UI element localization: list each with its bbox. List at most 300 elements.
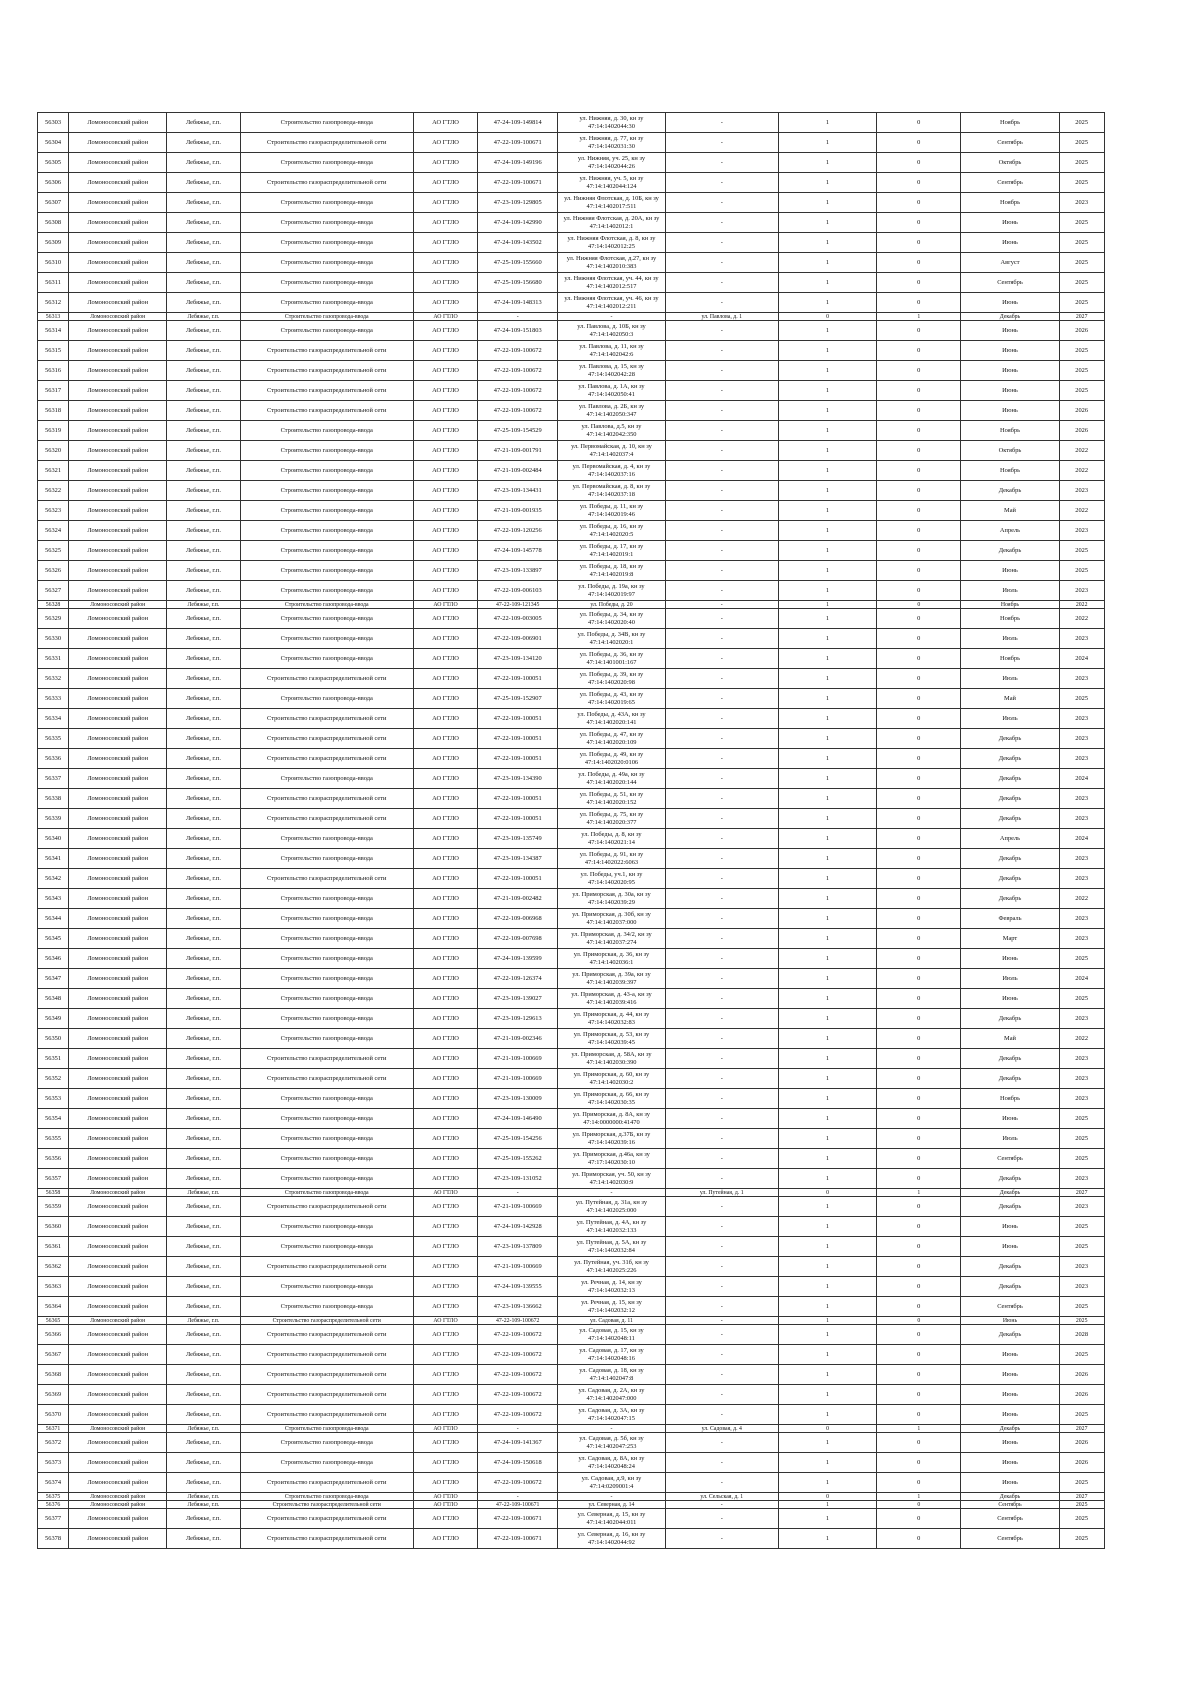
month-cell: Июнь	[961, 1365, 1059, 1385]
row-number-cell: 56372	[38, 1433, 69, 1453]
settlement-cell: Лебяжье, г.п.	[167, 273, 240, 293]
actual-address-cell: -	[665, 1509, 778, 1529]
count-b-cell: 0	[877, 193, 961, 213]
actual-address-cell: -	[665, 1009, 778, 1029]
year-cell: 2026	[1059, 1453, 1104, 1473]
row-number-cell: 56378	[38, 1529, 69, 1549]
table-row	[38, 1433, 1171, 1453]
year-cell: 2025	[1059, 173, 1104, 193]
address-line: ул. Речная, д. 15, кн зу	[581, 1299, 642, 1306]
year-cell: 2025	[1059, 153, 1104, 173]
settlement-cell: Лебяжье, г.п.	[167, 1197, 240, 1217]
organization-cell: АО ГТЛО	[413, 1509, 477, 1529]
organization-cell: АО ГТЛО	[413, 501, 477, 521]
cadastral-address-cell	[558, 729, 665, 749]
count-a-cell: 1	[778, 461, 876, 481]
cadastral-number: 47:14:1402037:18	[588, 490, 635, 498]
address-line: ул. Победы, д. 49а, кн зу	[578, 771, 645, 778]
row-number-cell: 56327	[38, 581, 69, 601]
cadastral-address-cell	[558, 1317, 665, 1325]
count-a-cell: 1	[778, 1325, 876, 1345]
table-row	[38, 1257, 1171, 1277]
cadastral-number: 47:14:1402019:8	[589, 570, 634, 578]
cadastral-address-cell	[558, 1433, 665, 1453]
address-line: ул. Победы, д. 51, кн зу	[579, 791, 644, 798]
cadastral-address-cell	[558, 1149, 665, 1169]
month-cell: Июнь	[961, 233, 1059, 253]
actual-address-cell: -	[665, 461, 778, 481]
month-cell: Декабрь	[961, 1169, 1059, 1189]
actual-address-cell: -	[665, 441, 778, 461]
cadastral-number: 47:14:1402020:5	[589, 530, 634, 538]
count-b-cell: 0	[877, 321, 961, 341]
count-b-cell: 0	[877, 1049, 961, 1069]
application-number-cell: 47-22-109-100051	[478, 749, 558, 769]
count-b-cell: 0	[877, 133, 961, 153]
actual-address-cell: -	[665, 1049, 778, 1069]
count-b-cell: 0	[877, 1529, 961, 1549]
organization-cell: АО ГТЛО	[413, 1189, 477, 1197]
cadastral-number: 47:14:1402012:517	[586, 282, 637, 290]
count-b-cell: 0	[877, 1089, 961, 1109]
cadastral-number: 47:14:1402047:8	[589, 1374, 634, 1382]
row-number-cell: 56367	[38, 1345, 69, 1365]
settlement-cell: Лебяжье, г.п.	[167, 1189, 240, 1197]
table-row	[38, 929, 1171, 949]
cadastral-number: 47:14:1402047:15	[588, 1414, 635, 1422]
row-number-cell: 56353	[38, 1089, 69, 1109]
application-number-cell: 47-22-109-100672	[478, 401, 558, 421]
organization-cell: АО ГТЛО	[413, 1129, 477, 1149]
organization-cell: АО ГТЛО	[413, 1169, 477, 1189]
work-type-cell: Строительство газопровода-ввода	[240, 909, 413, 929]
settlement-cell: Лебяжье, г.п.	[167, 1277, 240, 1297]
settlement-cell: Лебяжье, г.п.	[167, 253, 240, 273]
cadastral-address-cell	[558, 1109, 665, 1129]
address-line: ул. Приморская, д.46а, кн зу	[573, 1151, 650, 1158]
count-a-cell: 0	[778, 313, 876, 321]
application-number-cell: 47-22-109-100672	[478, 381, 558, 401]
actual-address-cell: -	[665, 233, 778, 253]
actual-address-cell: -	[665, 1277, 778, 1297]
work-type-cell: Строительство газопровода-ввода	[240, 1109, 413, 1129]
work-type-cell: Строительство газопровода-ввода	[240, 461, 413, 481]
table-row	[38, 1149, 1171, 1169]
organization-cell: АО ГТЛО	[413, 153, 477, 173]
address-line: -	[610, 1189, 613, 1196]
settlement-cell: Лебяжье, г.п.	[167, 173, 240, 193]
month-cell: Декабрь	[961, 1425, 1059, 1433]
district-cell: Ломоносовский район	[69, 213, 167, 233]
year-cell: 2025	[1059, 1509, 1104, 1529]
district-cell: Ломоносовский район	[69, 541, 167, 561]
address-line: ул. Победы, д. 16, кн зу	[579, 523, 644, 530]
address-line: ул. Победы, д. 49, кн зу	[579, 751, 644, 758]
district-cell: Ломоносовский район	[69, 1473, 167, 1493]
month-cell: Июнь	[961, 1345, 1059, 1365]
organization-cell: АО ГТЛО	[413, 1453, 477, 1473]
address-line: ул. Павлова, д.5, кн зу	[581, 423, 642, 430]
application-number-cell: 47-23-109-130009	[478, 1089, 558, 1109]
cadastral-address-cell	[558, 1197, 665, 1217]
district-cell: Ломоносовский район	[69, 749, 167, 769]
organization-cell: АО ГТЛО	[413, 1149, 477, 1169]
table-row	[38, 649, 1171, 669]
count-a-cell: 1	[778, 1197, 876, 1217]
year-cell: 2023	[1059, 709, 1104, 729]
table-row	[38, 1453, 1171, 1473]
count-a-cell: 1	[778, 1501, 876, 1509]
month-cell: Июнь	[961, 341, 1059, 361]
work-type-cell: Строительство газопровода-ввода	[240, 1453, 413, 1473]
row-number-cell: 56373	[38, 1453, 69, 1473]
month-cell: Июнь	[961, 1237, 1059, 1257]
month-cell: Октябрь	[961, 153, 1059, 173]
settlement-cell: Лебяжье, г.п.	[167, 649, 240, 669]
count-a-cell: 0	[778, 1425, 876, 1433]
count-a-cell: 1	[778, 253, 876, 273]
row-number-cell: 56363	[38, 1277, 69, 1297]
table-row	[38, 321, 1171, 341]
row-number-cell: 56321	[38, 461, 69, 481]
year-cell: 2027	[1059, 1425, 1104, 1433]
cadastral-address-cell	[558, 421, 665, 441]
work-type-cell: Строительство газораспределительной сети	[240, 669, 413, 689]
month-cell: Декабрь	[961, 849, 1059, 869]
work-type-cell: Строительство газопровода-ввода	[240, 1425, 413, 1433]
table-row	[38, 1169, 1171, 1189]
cadastral-number: 47:14:1402047:000	[586, 1394, 637, 1402]
row-number-cell: 56325	[38, 541, 69, 561]
cadastral-number: 47:14:1402025:000	[586, 1206, 637, 1214]
actual-address-cell: -	[665, 1257, 778, 1277]
district-cell: Ломоносовский район	[69, 1109, 167, 1129]
row-number-cell: 56376	[38, 1501, 69, 1509]
row-number-cell: 56375	[38, 1493, 69, 1501]
application-number-cell: 47-21-109-001935	[478, 501, 558, 521]
organization-cell: АО ГТЛО	[413, 1109, 477, 1129]
count-a-cell: 1	[778, 1385, 876, 1405]
actual-address-cell: -	[665, 609, 778, 629]
application-number-cell: 47-24-109-139555	[478, 1277, 558, 1297]
settlement-cell: Лебяжье, г.п.	[167, 213, 240, 233]
application-number-cell: 47-25-109-154529	[478, 421, 558, 441]
month-cell: Июнь	[961, 1217, 1059, 1237]
actual-address-cell: -	[665, 909, 778, 929]
district-cell: Ломоносовский район	[69, 1217, 167, 1237]
count-b-cell: 0	[877, 1149, 961, 1169]
cadastral-address-cell	[558, 213, 665, 233]
application-number-cell: 47-22-109-100671	[478, 133, 558, 153]
organization-cell: АО ГТЛО	[413, 789, 477, 809]
work-type-cell: Строительство газопровода-ввода	[240, 421, 413, 441]
application-number-cell: 47-23-109-135749	[478, 829, 558, 849]
cadastral-address-cell	[558, 1129, 665, 1149]
row-number-cell: 56336	[38, 749, 69, 769]
cadastral-number: 47:14:1402048:24	[588, 1462, 635, 1470]
cadastral-address-cell	[558, 173, 665, 193]
year-cell: 2023	[1059, 1277, 1104, 1297]
month-cell: Декабрь	[961, 1277, 1059, 1297]
settlement-cell: Лебяжье, г.п.	[167, 541, 240, 561]
district-cell: Ломоносовский район	[69, 521, 167, 541]
work-type-cell: Строительство газораспределительной сети	[240, 401, 413, 421]
cadastral-address-cell	[558, 1009, 665, 1029]
application-number-cell: 47-25-109-156680	[478, 273, 558, 293]
organization-cell: АО ГТЛО	[413, 629, 477, 649]
cadastral-number: 47:14:1402044:30	[588, 122, 635, 130]
count-a-cell: 1	[778, 381, 876, 401]
row-number-cell: 56303	[38, 113, 69, 133]
application-number-cell: 47-23-109-134431	[478, 481, 558, 501]
row-number-cell: 56361	[38, 1237, 69, 1257]
actual-address-cell: -	[665, 1405, 778, 1425]
cadastral-address-cell	[558, 561, 665, 581]
year-cell: 2025	[1059, 381, 1104, 401]
table-row	[38, 1325, 1171, 1345]
district-cell: Ломоносовский район	[69, 481, 167, 501]
settlement-cell: Лебяжье, г.п.	[167, 729, 240, 749]
count-b-cell: 0	[877, 561, 961, 581]
settlement-cell: Лебяжье, г.п.	[167, 561, 240, 581]
table-row	[38, 869, 1171, 889]
district-cell: Ломоносовский район	[69, 173, 167, 193]
year-cell: 2023	[1059, 809, 1104, 829]
count-b-cell: 0	[877, 601, 961, 609]
application-number-cell: -	[478, 1189, 558, 1197]
work-type-cell: Строительство газораспределительной сети	[240, 1473, 413, 1493]
organization-cell: АО ГТЛО	[413, 113, 477, 133]
row-number-cell: 56308	[38, 213, 69, 233]
row-number-cell: 56312	[38, 293, 69, 313]
row-number-cell: 56352	[38, 1069, 69, 1089]
count-b-cell: 0	[877, 889, 961, 909]
year-cell: 2022	[1059, 609, 1104, 629]
actual-address-cell: -	[665, 769, 778, 789]
cadastral-address-cell	[558, 869, 665, 889]
organization-cell: АО ГТЛО	[413, 601, 477, 609]
row-number-cell: 56322	[38, 481, 69, 501]
count-b-cell: 0	[877, 1405, 961, 1425]
count-a-cell: 1	[778, 421, 876, 441]
year-cell: 2025	[1059, 253, 1104, 273]
count-b-cell: 0	[877, 929, 961, 949]
cadastral-number: 47:14:1402032:13	[588, 1286, 635, 1294]
year-cell: 2023	[1059, 789, 1104, 809]
address-line: -	[610, 1493, 613, 1500]
district-cell: Ломоносовский район	[69, 1493, 167, 1501]
count-a-cell: 1	[778, 1009, 876, 1029]
month-cell: Июнь	[961, 949, 1059, 969]
district-cell: Ломоносовский район	[69, 233, 167, 253]
application-number-cell: 47-24-109-142990	[478, 213, 558, 233]
cadastral-address-cell	[558, 441, 665, 461]
count-b-cell: 0	[877, 293, 961, 313]
work-type-cell: Строительство газораспределительной сети	[240, 341, 413, 361]
district-cell: Ломоносовский район	[69, 729, 167, 749]
cadastral-address-cell	[558, 1217, 665, 1237]
month-cell: Июнь	[961, 1385, 1059, 1405]
work-type-cell: Строительство газопровода-ввода	[240, 113, 413, 133]
count-a-cell: 1	[778, 809, 876, 829]
cadastral-number: 47:14:1402039:16	[588, 1138, 635, 1146]
address-line: -	[610, 313, 613, 320]
count-a-cell: 1	[778, 609, 876, 629]
count-b-cell: 0	[877, 1197, 961, 1217]
month-cell: Июнь	[961, 381, 1059, 401]
count-a-cell: 1	[778, 769, 876, 789]
address-line: ул. Приморская, д. 44, кн зу	[573, 1011, 650, 1018]
count-b-cell: 0	[877, 1009, 961, 1029]
actual-address-cell: -	[665, 133, 778, 153]
application-number-cell: 47-22-109-126374	[478, 969, 558, 989]
application-number-cell: 47-22-109-100672	[478, 361, 558, 381]
cadastral-address-cell	[558, 609, 665, 629]
count-b-cell: 0	[877, 401, 961, 421]
count-b-cell: 0	[877, 173, 961, 193]
work-type-cell: Строительство газораспределительной сети	[240, 1197, 413, 1217]
year-cell: 2026	[1059, 1365, 1104, 1385]
count-a-cell: 1	[778, 441, 876, 461]
application-number-cell: 47-21-109-002346	[478, 1029, 558, 1049]
count-a-cell: 1	[778, 581, 876, 601]
table-row	[38, 313, 1171, 321]
address-line: ул. Победы, д. 91, кн зу	[579, 851, 644, 858]
row-number-cell: 56368	[38, 1365, 69, 1385]
settlement-cell: Лебяжье, г.п.	[167, 889, 240, 909]
cadastral-number: 47:14:0209001:4	[589, 1482, 634, 1490]
application-number-cell: 47-25-109-152907	[478, 689, 558, 709]
settlement-cell: Лебяжье, г.п.	[167, 669, 240, 689]
organization-cell: АО ГТЛО	[413, 1317, 477, 1325]
address-line: ул. Приморская, д.37Б, кн зу	[572, 1131, 651, 1138]
year-cell: 2023	[1059, 909, 1104, 929]
month-cell: Апрель	[961, 829, 1059, 849]
cadastral-number: 47:14:1402020:40	[588, 618, 635, 626]
work-type-cell: Строительство газопровода-ввода	[240, 1493, 413, 1501]
work-type-cell: Строительство газопровода-ввода	[240, 949, 413, 969]
district-cell: Ломоносовский район	[69, 909, 167, 929]
count-b-cell: 1	[877, 313, 961, 321]
work-type-cell: Строительство газопровода-ввода	[240, 769, 413, 789]
year-cell: 2022	[1059, 441, 1104, 461]
actual-address-cell: -	[665, 173, 778, 193]
address-line: ул. Садовая, д. 8А, кн зу	[578, 1455, 645, 1462]
year-cell: 2023	[1059, 481, 1104, 501]
actual-address-cell: -	[665, 601, 778, 609]
month-cell: Декабрь	[961, 1493, 1059, 1501]
actual-address-cell: -	[665, 829, 778, 849]
cadastral-number: 47:14:1402012:1	[589, 222, 634, 230]
district-cell: Ломоносовский район	[69, 341, 167, 361]
count-b-cell: 0	[877, 153, 961, 173]
application-number-cell: 47-22-109-100051	[478, 809, 558, 829]
row-number-cell: 56358	[38, 1189, 69, 1197]
year-cell: 2025	[1059, 989, 1104, 1009]
year-cell: 2025	[1059, 1473, 1104, 1493]
cadastral-address-cell	[558, 233, 665, 253]
organization-cell: АО ГТЛО	[413, 689, 477, 709]
cadastral-number: 47:14:1402020:152	[586, 798, 637, 806]
row-number-cell: 56355	[38, 1129, 69, 1149]
count-a-cell: 1	[778, 1433, 876, 1453]
count-b-cell: 0	[877, 629, 961, 649]
settlement-cell: Лебяжье, г.п.	[167, 1473, 240, 1493]
month-cell: Декабрь	[961, 1197, 1059, 1217]
table-row	[38, 1529, 1171, 1549]
month-cell: Июнь	[961, 561, 1059, 581]
count-a-cell: 1	[778, 233, 876, 253]
year-cell: 2025	[1059, 133, 1104, 153]
cadastral-number: 47:14:1402010:383	[586, 262, 637, 270]
table-row	[38, 949, 1171, 969]
count-a-cell: 1	[778, 909, 876, 929]
year-cell: 2023	[1059, 1049, 1104, 1069]
year-cell: 2025	[1059, 1529, 1104, 1549]
actual-address-cell: -	[665, 1453, 778, 1473]
count-b-cell: 0	[877, 1129, 961, 1149]
organization-cell: АО ГТЛО	[413, 461, 477, 481]
work-type-cell: Строительство газопровода-ввода	[240, 1189, 413, 1197]
application-number-cell: 47-22-109-100671	[478, 1529, 558, 1549]
organization-cell: АО ГТЛО	[413, 253, 477, 273]
count-a-cell: 1	[778, 889, 876, 909]
count-b-cell: 0	[877, 1385, 961, 1405]
cadastral-address-cell	[558, 689, 665, 709]
settlement-cell: Лебяжье, г.п.	[167, 629, 240, 649]
organization-cell: АО ГТЛО	[413, 909, 477, 929]
row-number-cell: 56348	[38, 989, 69, 1009]
actual-address-cell: -	[665, 541, 778, 561]
table-row	[38, 1501, 1171, 1509]
organization-cell: АО ГТЛО	[413, 173, 477, 193]
month-cell: Июнь	[961, 213, 1059, 233]
work-type-cell: Строительство газораспределительной сети	[240, 1325, 413, 1345]
row-number-cell: 56335	[38, 729, 69, 749]
work-type-cell: Строительство газопровода-ввода	[240, 233, 413, 253]
cadastral-address-cell	[558, 273, 665, 293]
settlement-cell: Лебяжье, г.п.	[167, 481, 240, 501]
table-row	[38, 341, 1171, 361]
work-type-cell: Строительство газораспределительной сети	[240, 1317, 413, 1325]
count-b-cell: 0	[877, 1029, 961, 1049]
month-cell: Июнь	[961, 293, 1059, 313]
row-number-cell: 56343	[38, 889, 69, 909]
district-cell: Ломоносовский район	[69, 381, 167, 401]
count-a-cell: 1	[778, 1109, 876, 1129]
cadastral-address-cell	[558, 481, 665, 501]
work-type-cell: Строительство газопровода-ввода	[240, 601, 413, 609]
count-b-cell: 0	[877, 669, 961, 689]
organization-cell: АО ГТЛО	[413, 1493, 477, 1501]
cadastral-address-cell	[558, 829, 665, 849]
count-b-cell: 0	[877, 1433, 961, 1453]
count-a-cell: 1	[778, 669, 876, 689]
address-line: ул. Победы, д. 43А, кн зу	[577, 711, 646, 718]
district-cell: Ломоносовский район	[69, 1237, 167, 1257]
cadastral-address-cell	[558, 769, 665, 789]
settlement-cell: Лебяжье, г.п.	[167, 321, 240, 341]
settlement-cell: Лебяжье, г.п.	[167, 133, 240, 153]
organization-cell: АО ГТЛО	[413, 1345, 477, 1365]
table-row	[38, 889, 1171, 909]
cadastral-number: 47:14:1402032:133	[586, 1226, 637, 1234]
organization-cell: АО ГТЛО	[413, 669, 477, 689]
organization-cell: АО ГТЛО	[413, 441, 477, 461]
count-b-cell: 1	[877, 1493, 961, 1501]
district-cell: Ломоносовский район	[69, 1257, 167, 1277]
count-b-cell: 0	[877, 1501, 961, 1509]
